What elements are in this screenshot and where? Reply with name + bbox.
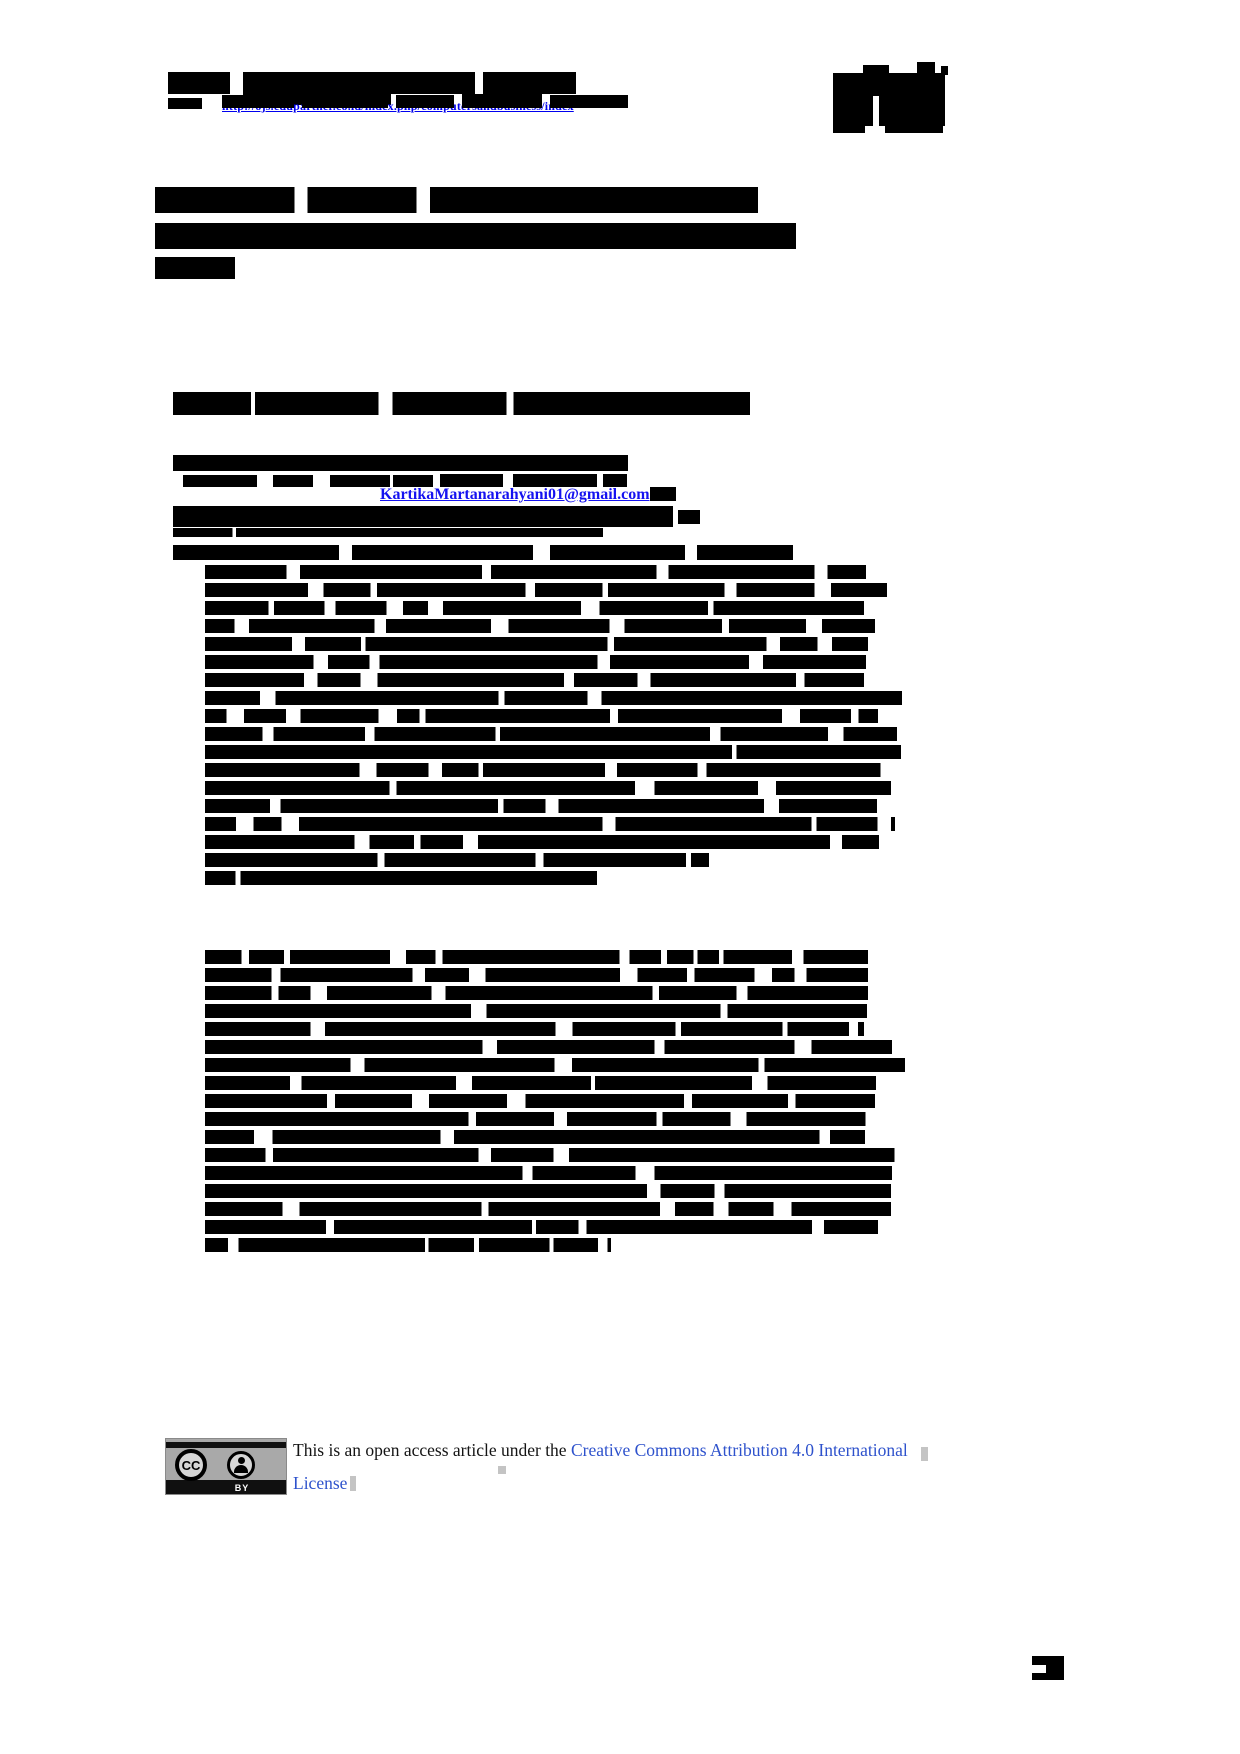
journal-name-redacted xyxy=(483,72,576,94)
journal-subtitle-redacted xyxy=(168,98,202,109)
logo-fragment xyxy=(833,126,865,133)
page-number-fragment xyxy=(1032,1673,1047,1680)
redaction-bar xyxy=(550,95,628,108)
redaction-artifact xyxy=(921,1447,928,1461)
page-number-fragment xyxy=(1046,1656,1064,1680)
license-statement xyxy=(293,1440,908,1461)
correspondence-label-redacted xyxy=(273,475,313,487)
corresponding-email-link[interactable]: KartikaMartanarahyani01@gmail.com xyxy=(380,486,650,503)
article-dates-redacted xyxy=(173,545,793,560)
article-meta-redacted xyxy=(173,506,673,527)
logo-fragment xyxy=(941,66,948,75)
cc-by-badge[interactable] xyxy=(165,1438,287,1495)
logo-fragment xyxy=(863,65,889,74)
article-meta-redacted xyxy=(678,510,700,524)
article-title-redacted xyxy=(155,223,796,249)
article-title-redacted xyxy=(155,257,235,279)
by-label: BY xyxy=(234,1483,250,1493)
affiliation-redacted xyxy=(173,455,628,471)
person-icon xyxy=(227,1451,255,1479)
correspondence-label-redacted xyxy=(183,475,257,487)
journal-name-redacted xyxy=(243,72,475,94)
license-statement xyxy=(293,1473,347,1494)
redaction-bar xyxy=(396,95,454,108)
person-body-icon xyxy=(234,1465,248,1473)
authors-redacted xyxy=(173,392,750,415)
logo-fragment xyxy=(885,126,943,133)
cc-license-link[interactable]: License xyxy=(293,1473,348,1493)
article-meta-redacted xyxy=(173,528,603,537)
logo-fragment xyxy=(833,73,945,126)
abstract-redacted xyxy=(205,565,905,885)
redaction-bar xyxy=(650,487,676,501)
article-title-redacted xyxy=(155,187,758,213)
person-head-icon xyxy=(238,1457,245,1464)
cc-icon: CC xyxy=(175,1449,207,1481)
license-text: This is an open access article under the xyxy=(293,1440,571,1460)
logo-gap xyxy=(873,96,879,126)
journal-name-redacted xyxy=(168,72,230,94)
redaction-bar xyxy=(302,94,388,108)
cc-license-link[interactable]: Creative Commons Attribution 4.0 International xyxy=(570,1440,908,1460)
redaction-artifact xyxy=(350,1476,356,1491)
badge-top-strip xyxy=(166,1442,286,1448)
redaction-bar xyxy=(222,95,294,108)
logo-fragment xyxy=(917,62,935,73)
abstract-english-redacted xyxy=(205,950,905,1252)
page-number-fragment xyxy=(1032,1656,1047,1665)
redaction-artifact xyxy=(498,1466,506,1474)
redaction-bar xyxy=(462,94,542,108)
